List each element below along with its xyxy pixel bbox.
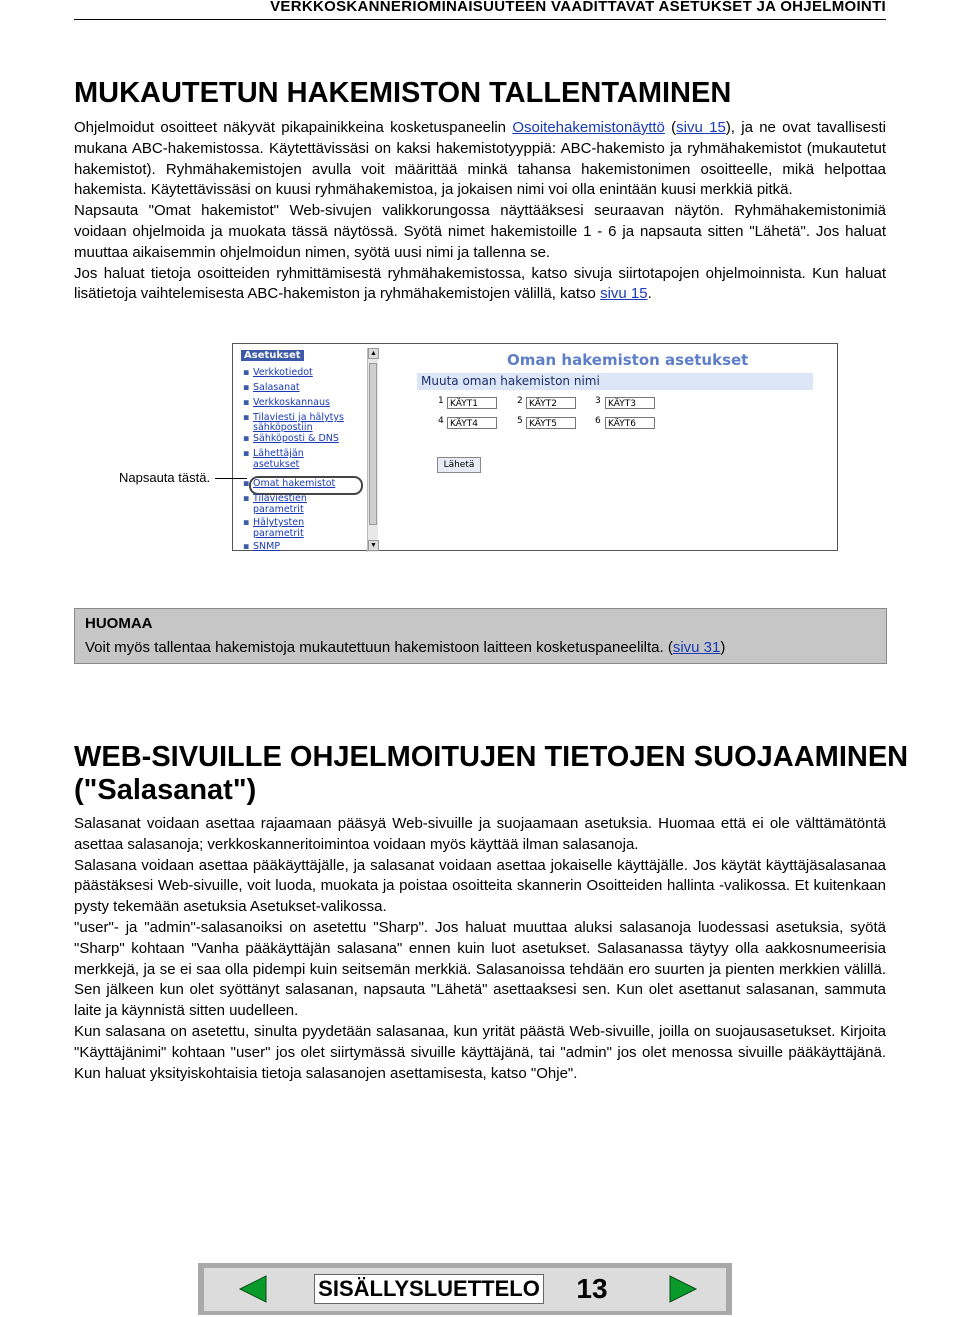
link-page-15[interactable]: sivu 15 [676, 119, 726, 136]
settings-menu [235, 346, 377, 550]
section1-paragraph-2: Napsauta "Omat hakemistot" Web-sivujen valikkorungossa näyttääksesi seuraavan näytön. Ryhmähakemistonimiä voidaan ohjelmoida ja muokata tässä näytössä. Syötä nimet hakemistoille 1 - 6 ja napsauta sitten "Lähetä". Jos haluat muuttaa aikaisemmin ohjelmoidun nimen, syötä uusi nimi ja tallenna se. [74, 202, 886, 261]
menu-item-network-scan[interactable]: ▪ Verkkoskannaus [253, 398, 330, 408]
link-page-31[interactable]: sivu 31 [672, 639, 721, 656]
note-box [74, 608, 887, 664]
section2-paragraphs [74, 814, 886, 1084]
running-header: VERKKOSKANNERIOMINAISUUTEEN VAADITTAVAT ASETUKSET JA OHJELMOINTI [270, 0, 886, 15]
table-of-contents-button[interactable]: SISÄLLYSLUETTELO [314, 1274, 544, 1304]
menu-item-email-dns[interactable]: ▪ Sähköposti & DNS [253, 434, 339, 444]
menu-item-network-info[interactable]: ▪ Verkkotiedot [253, 368, 313, 378]
menu-item-custom-directories[interactable]: ▪ Omat hakemistot [253, 479, 335, 489]
field-number-6: 6 [595, 416, 601, 426]
directory-name-input-6[interactable]: KÄYT6 [605, 417, 655, 429]
field-number-5: 5 [517, 416, 523, 426]
note-text: Voit myös tallentaa hakemistoja mukautettuun hakemistoon laitteen kosketuspaneelilta. (sivu 31) [85, 639, 726, 656]
field-number-3: 3 [595, 396, 601, 406]
note-title: HUOMAA [85, 615, 153, 632]
scrollbar-thumb[interactable] [369, 363, 377, 525]
previous-page-icon[interactable] [238, 1274, 268, 1304]
menu-item-passwords[interactable]: ▪ Salasanat [253, 383, 300, 393]
menu-item-status-params[interactable]: ▪ Tilaviestien [253, 494, 307, 504]
section-title-passwords: WEB-SIVUILLE OHJELMOITUJEN TIETOJEN SUOJAAMINEN ("Salasanat") [74, 741, 909, 806]
field-number-2: 2 [517, 396, 523, 406]
footer-navigation-inner [204, 1268, 726, 1311]
menu-item-status-alerts[interactable]: ▪ Tilaviesti ja hälytys sähköpostiin [253, 413, 377, 433]
next-page-icon[interactable] [668, 1274, 698, 1304]
menu-item-status-params-line2[interactable]: parametrit [253, 504, 304, 515]
directory-name-input-2[interactable]: KÄYT2 [526, 397, 576, 409]
web-page-screenshot [232, 343, 838, 551]
directory-name-input-4[interactable]: KÄYT4 [447, 417, 497, 429]
directory-name-input-1[interactable]: KÄYT1 [447, 397, 497, 409]
section2-paragraph-1: Salasanat voidaan asettaa rajaamaan pääsyä Web-sivuille ja suojaamaan asetuksia. Huomaa että ei ole välttämätöntä asettaa salasanoja; verkkoskanneritoimintoa voidaan myös käyttää ilman salasanoja. [74, 815, 886, 853]
scroll-up-icon[interactable]: ▲ [368, 348, 379, 359]
send-button[interactable]: Lähetä [437, 457, 481, 473]
section-title-custom-directory: MUKAUTETUN HAKEMISTON TALLENTAMINEN [74, 77, 732, 109]
directory-name-input-3[interactable]: KÄYT3 [605, 397, 655, 409]
page-number: 13 [576, 1273, 608, 1304]
menu-item-sender-settings[interactable]: ▪ Lähettäjän [253, 449, 304, 459]
directory-name-input-5[interactable]: KÄYT5 [526, 417, 576, 429]
link-page-15-b[interactable]: sivu 15 [600, 285, 648, 303]
menu-title: Asetukset [241, 350, 304, 361]
link-address-book-screen[interactable]: Osoitehakemistonäyttö [512, 119, 665, 136]
section2-paragraph-3: "user"- ja "admin"-salasanoiksi on asetettu "Sharp". Jos haluat muuttaa aluksi salasanoja luodessasi asetuksia, syötä "Sharp" kohtaan "Vanha pääkäyttäjän salasana" ennen kuin luot asetukset. Salasanassa täytyy olla aakkosnumeerisia merkkejä, ja se ei saa olla pidempi kuin seitsemän merkkiä. Salasanoissa tehdään ero suurten ja pienten merkkien välillä. Sen jälkeen kun olet syöttänyt salasanan, napsauta "Lähetä" asettaaksesi sen. Kun olet asettanut salasanan, sammuta laite ja käynnistä sitten uudelleen. [74, 918, 886, 1020]
menu-item-alert-params-line2[interactable]: parametrit [253, 528, 304, 539]
section2-paragraph-2: Salasana voidaan asettaa pääkäyttäjälle, ja salasanat voidaan asettaa jokaiselle käyttäjälle. Jos käytät käyttäjäsalasanaa päästäksesi Web-sivuille, voit luoda, muokata ja poistaa osoitteita skannerin Osoitteiden hallinta -valikossa. Et kuitenkaan pysty tekemään asetuksia Asetukset-valikossa. [74, 856, 886, 916]
panel-title: Oman hakemiston asetukset [507, 351, 749, 369]
scroll-down-icon[interactable]: ▼ [368, 540, 379, 551]
menu-item-snmp[interactable]: ▪ SNMP [253, 542, 280, 552]
section2-paragraph-4: Kun salasana on asetettu, sinulta pyydetään salasanaa, kun yrität päästä Web-sivuille, joilla on suojausasetukset. Kirjoita "Käyttäjänimi" kohtaan "user" jos olet siirtymässä sivuille käyttäjänä, tai "admin" jos olet menossa sivuille pääkäyttäjänä. Kun haluat yksityiskohtaisia tietoja salasanojen asettamisesta, katso "Ohje". [74, 1022, 886, 1082]
menu-item-alert-params[interactable]: ▪ Hälytysten [253, 518, 304, 528]
callout-leader-line [215, 478, 247, 479]
footer-navigation [198, 1263, 732, 1315]
header-rule [74, 19, 886, 20]
section1-paragraph-3: Jos haluat tietoja osoitteiden ryhmittämisestä ryhmähakemistossa, katso sivuja siirtotapojen ohjelmoinnista. Kun haluat lisätietoja vaihtelemisesta ABC-hakemiston ja ryhmähakemistojen välillä, katso sivu 15. [74, 264, 886, 303]
panel-subtitle: Muuta oman hakemiston nimi [417, 373, 813, 390]
field-number-4: 4 [438, 416, 444, 426]
menu-item-sender-settings-line2[interactable]: asetukset [253, 459, 300, 470]
field-number-1: 1 [438, 396, 444, 406]
section1-paragraphs [74, 118, 886, 305]
section1-paragraph-1: Ohjelmoidut osoitteet näkyvät pikapainikkeina kosketuspaneelin Osoitehakemistonäyttö (sivu 15), ja ne ovat tavallisesti mukana ABC-hakemistossa. Käytettävissäsi on kaksi hakemistotyyppiä: ABC-hakemisto ja ryhmähakemistot (mukautetut hakemistot). Ryhmähakemistojen avulla voit määrittää minkä tahansa hakemistonimen osoitteelle, mikä helpottaa hakemista. Käytettävissäsi on kuusi ryhmähakemistoa, ja jokaisen nimi voi olla enintään kuusi merkkiä pitkä. [74, 119, 886, 199]
click-here-callout: Napsauta tästä. [119, 470, 211, 485]
